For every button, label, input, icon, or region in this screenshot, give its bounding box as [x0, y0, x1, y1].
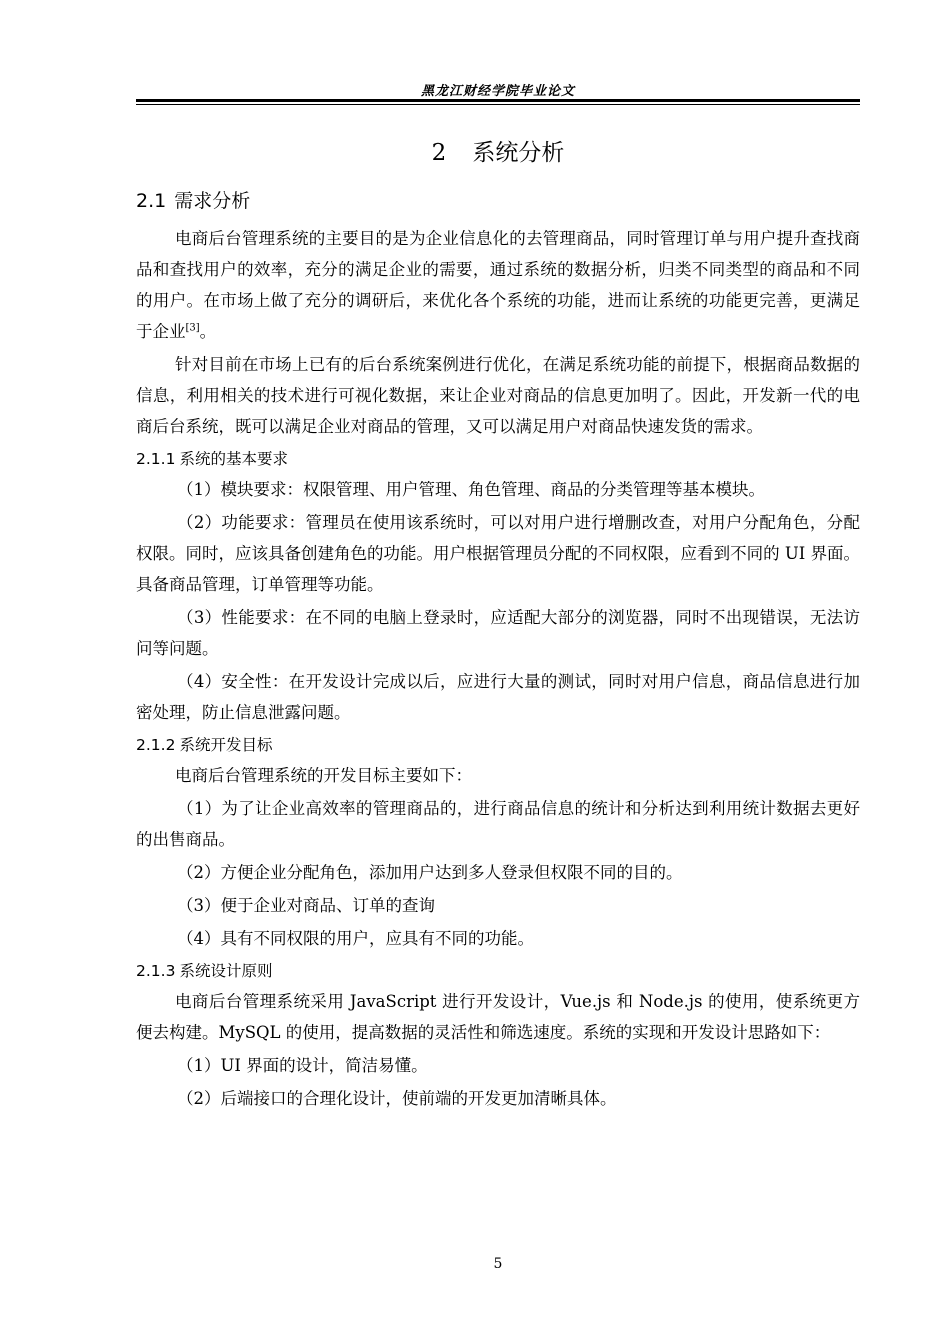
section-title: 需求分析 [174, 190, 251, 212]
section-number: 2.1.1 [136, 450, 176, 468]
paragraph: 电商后台管理系统采用 JavaScript 进行开发设计，Vue.js 和 Node.js 的使用，使系统更方便去构建。MySQL 的使用，提高数据的灵活性和筛选速度。系统的实现和开发设计思路如下： [136, 992, 860, 1042]
list-item: （1）UI 界面的设计，简洁易懂。 [177, 1056, 428, 1075]
section-title: 系统开发目标 [179, 736, 273, 754]
paragraph [136, 223, 860, 347]
paragraph-text: 电商后台管理系统的主要目的是为企业信息化的去管理商品，同时管理订单与用户提升查找商品和查找用户的效率，充分的满足企业的需要，通过系统的数据分析，归类不同类型的商品和不同的用户。在市场上做了充分的调研后，来优化各个系统的功能，进而让系统的功能更完善，更满足于企业 [136, 229, 860, 341]
list-item: （2）功能要求：管理员在使用该系统时，可以对用户进行增删改查，对用户分配角色，分配权限。同时，应该具备创建角色的功能。用户根据管理员分配的不同权限，应看到不同的 UI 界面。具备商品管理，订单管理等功能。 [136, 513, 860, 594]
section-heading-2-1-2 [136, 730, 860, 760]
running-header: 黑龙江财经学院毕业论文 [420, 84, 575, 99]
list-item: （3）性能要求：在不同的电脑上登录时，应适配大部分的浏览器，同时不出现错误，无法访问等问题。 [136, 608, 860, 658]
list-item: （4）安全性：在开发设计完成以后，应进行大量的测试，同时对用户信息，商品信息进行加密处理，防止信息泄露问题。 [136, 672, 860, 722]
section-number: 2.1.2 [136, 736, 176, 754]
citation: [3] [185, 322, 200, 334]
list-item: （1）模块要求：权限管理、用户管理、角色管理、商品的分类管理等基本模块。 [177, 480, 765, 499]
section-heading-2-1-3 [136, 956, 860, 986]
section-title: 系统设计原则 [179, 962, 273, 980]
section-title: 系统的基本要求 [179, 450, 288, 468]
section-heading-2-1-1 [136, 444, 860, 474]
section-number: 2.1.3 [136, 962, 176, 980]
section-heading-2-1 [136, 186, 860, 216]
list-item: （2）方便企业分配角色，添加用户达到多人登录但权限不同的目的。 [177, 863, 683, 882]
header-rule-thin [136, 104, 860, 105]
chapter-title-text: 系统分析 [472, 140, 565, 166]
list-item: （1）为了让企业高效率的管理商品的，进行商品信息的统计和分析达到利用统计数据去更好的出售商品。 [136, 799, 860, 849]
chapter-number: 2 [431, 140, 447, 166]
page-number: 5 [493, 1256, 503, 1272]
chapter-title [136, 134, 860, 167]
header-rule-thick [136, 99, 860, 102]
list-item: （4）具有不同权限的用户，应具有不同的功能。 [177, 929, 534, 948]
section-number: 2.1 [136, 190, 167, 212]
list-item: （3）便于企业对商品、订单的查询 [177, 896, 435, 915]
list-item: （2）后端接口的合理化设计，使前端的开发更加清晰具体。 [177, 1089, 617, 1108]
paragraph: 针对目前在市场上已有的后台系统案例进行优化，在满足系统功能的前提下，根据商品数据的信息，利用相关的技术进行可视化数据，来让企业对商品的信息更加明了。因此，开发新一代的电商后台系统，既可以满足企业对商品的管理，又可以满足用户对商品快速发货的需求。 [136, 355, 860, 436]
paragraph-end: 。 [199, 322, 217, 341]
paragraph: 电商后台管理系统的开发目标主要如下： [175, 766, 472, 785]
page-body [136, 186, 860, 1116]
